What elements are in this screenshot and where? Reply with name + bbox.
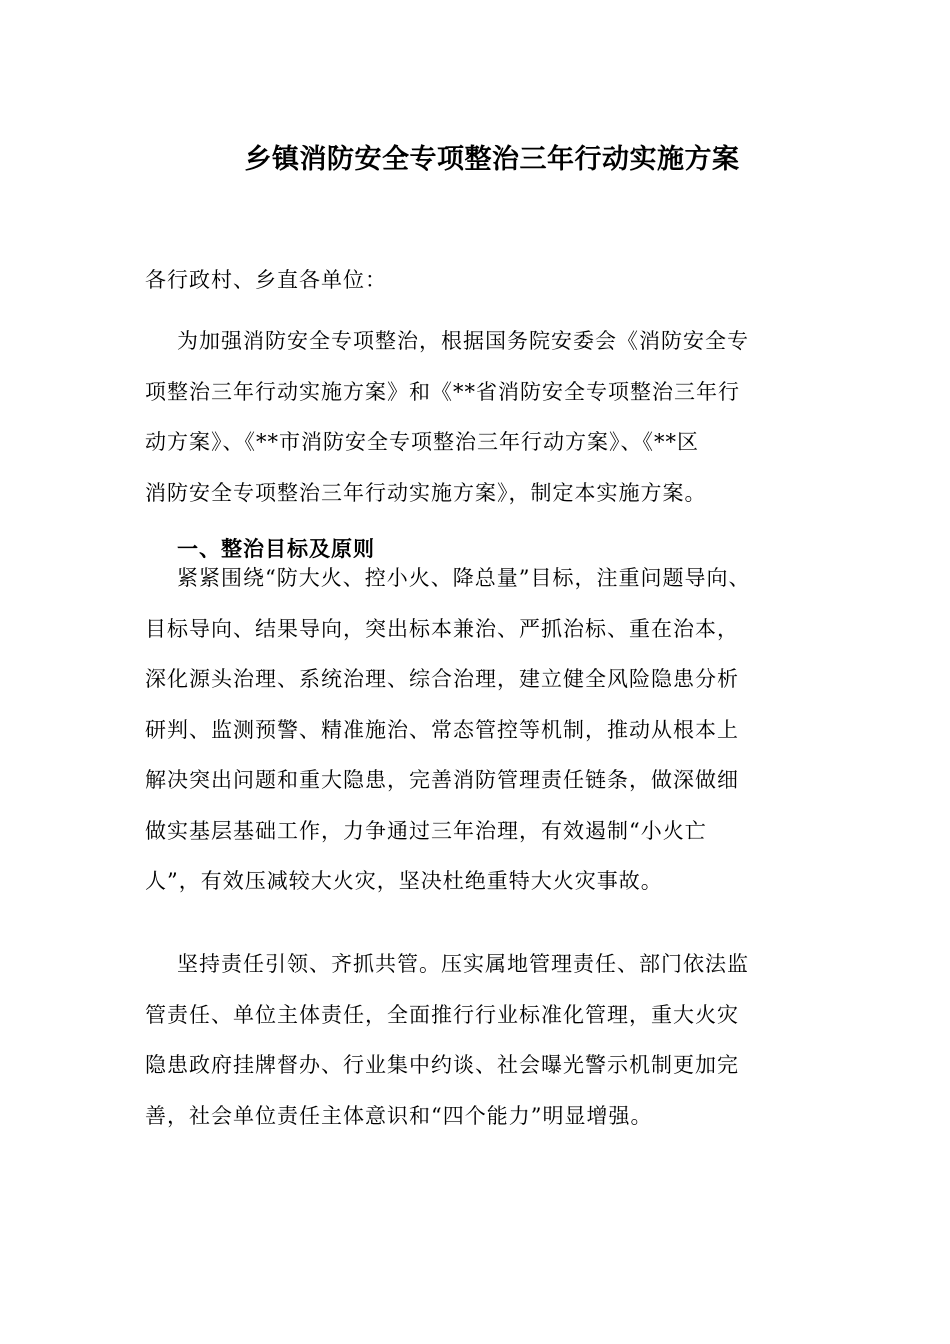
paragraph-line: 研判、监测预警、精准施治、常态管控等机制，推动从根本上 bbox=[145, 717, 739, 742]
goal-paragraph bbox=[145, 553, 825, 907]
paragraph-line: 管责任、单位主体责任，全面推行行业标准化管理，重大火灾 bbox=[145, 1002, 739, 1027]
paragraph-line: 人”，有效压减较大火灾，坚决杜绝重特大火灾事故。 bbox=[145, 869, 663, 893]
paragraph-line: 坚持责任引领、齐抓共管。压实属地管理责任、部门依法监 bbox=[177, 952, 749, 976]
paragraph-line: 解决突出问题和重大隐患，完善消防管理责任链条，做深做细 bbox=[145, 768, 739, 792]
paragraph-line: 为加强消防安全专项整治，根据国务院安委会《消防安全专 bbox=[177, 329, 749, 353]
paragraph-line: 紧紧围绕“防大火、控小火、降总量”目标，注重问题导向、 bbox=[177, 566, 751, 590]
principle-paragraph bbox=[145, 939, 825, 1141]
salutation: 各行政村、乡直各单位： bbox=[145, 268, 387, 292]
paragraph-line: 善，社会单位责任主体意识和“四个能力”明显增强。 bbox=[145, 1103, 653, 1128]
paragraph-line: 深化源头治理、系统治理、综合治理，建立健全风险隐患分析 bbox=[145, 667, 739, 691]
paragraph-line: 做实基层基础工作，力争通过三年治理，有效遏制“小火亡 bbox=[145, 818, 707, 843]
paragraph-line: 项整治三年行动实施方案》和《**省消防安全专项整治三年行 bbox=[145, 379, 740, 404]
section-heading: 一、整治目标及原则 bbox=[177, 537, 375, 561]
paragraph-line: 消防安全专项整治三年行动实施方案》，制定本实施方案。 bbox=[145, 480, 707, 505]
paragraph-line: 隐患政府挂牌督办、行业集中约谈、社会曝光警示机制更加完 bbox=[145, 1053, 739, 1077]
document-title: 乡镇消防安全专项整治三年行动实施方案 bbox=[244, 144, 740, 175]
intro-paragraph bbox=[145, 316, 825, 518]
paragraph-line: 目标导向、结果导向，突出标本兼治、严抓治标、重在治本， bbox=[145, 616, 739, 641]
paragraph-line: 动方案》、《**市消防安全专项整治三年行动方案》、《**区 bbox=[145, 430, 699, 454]
